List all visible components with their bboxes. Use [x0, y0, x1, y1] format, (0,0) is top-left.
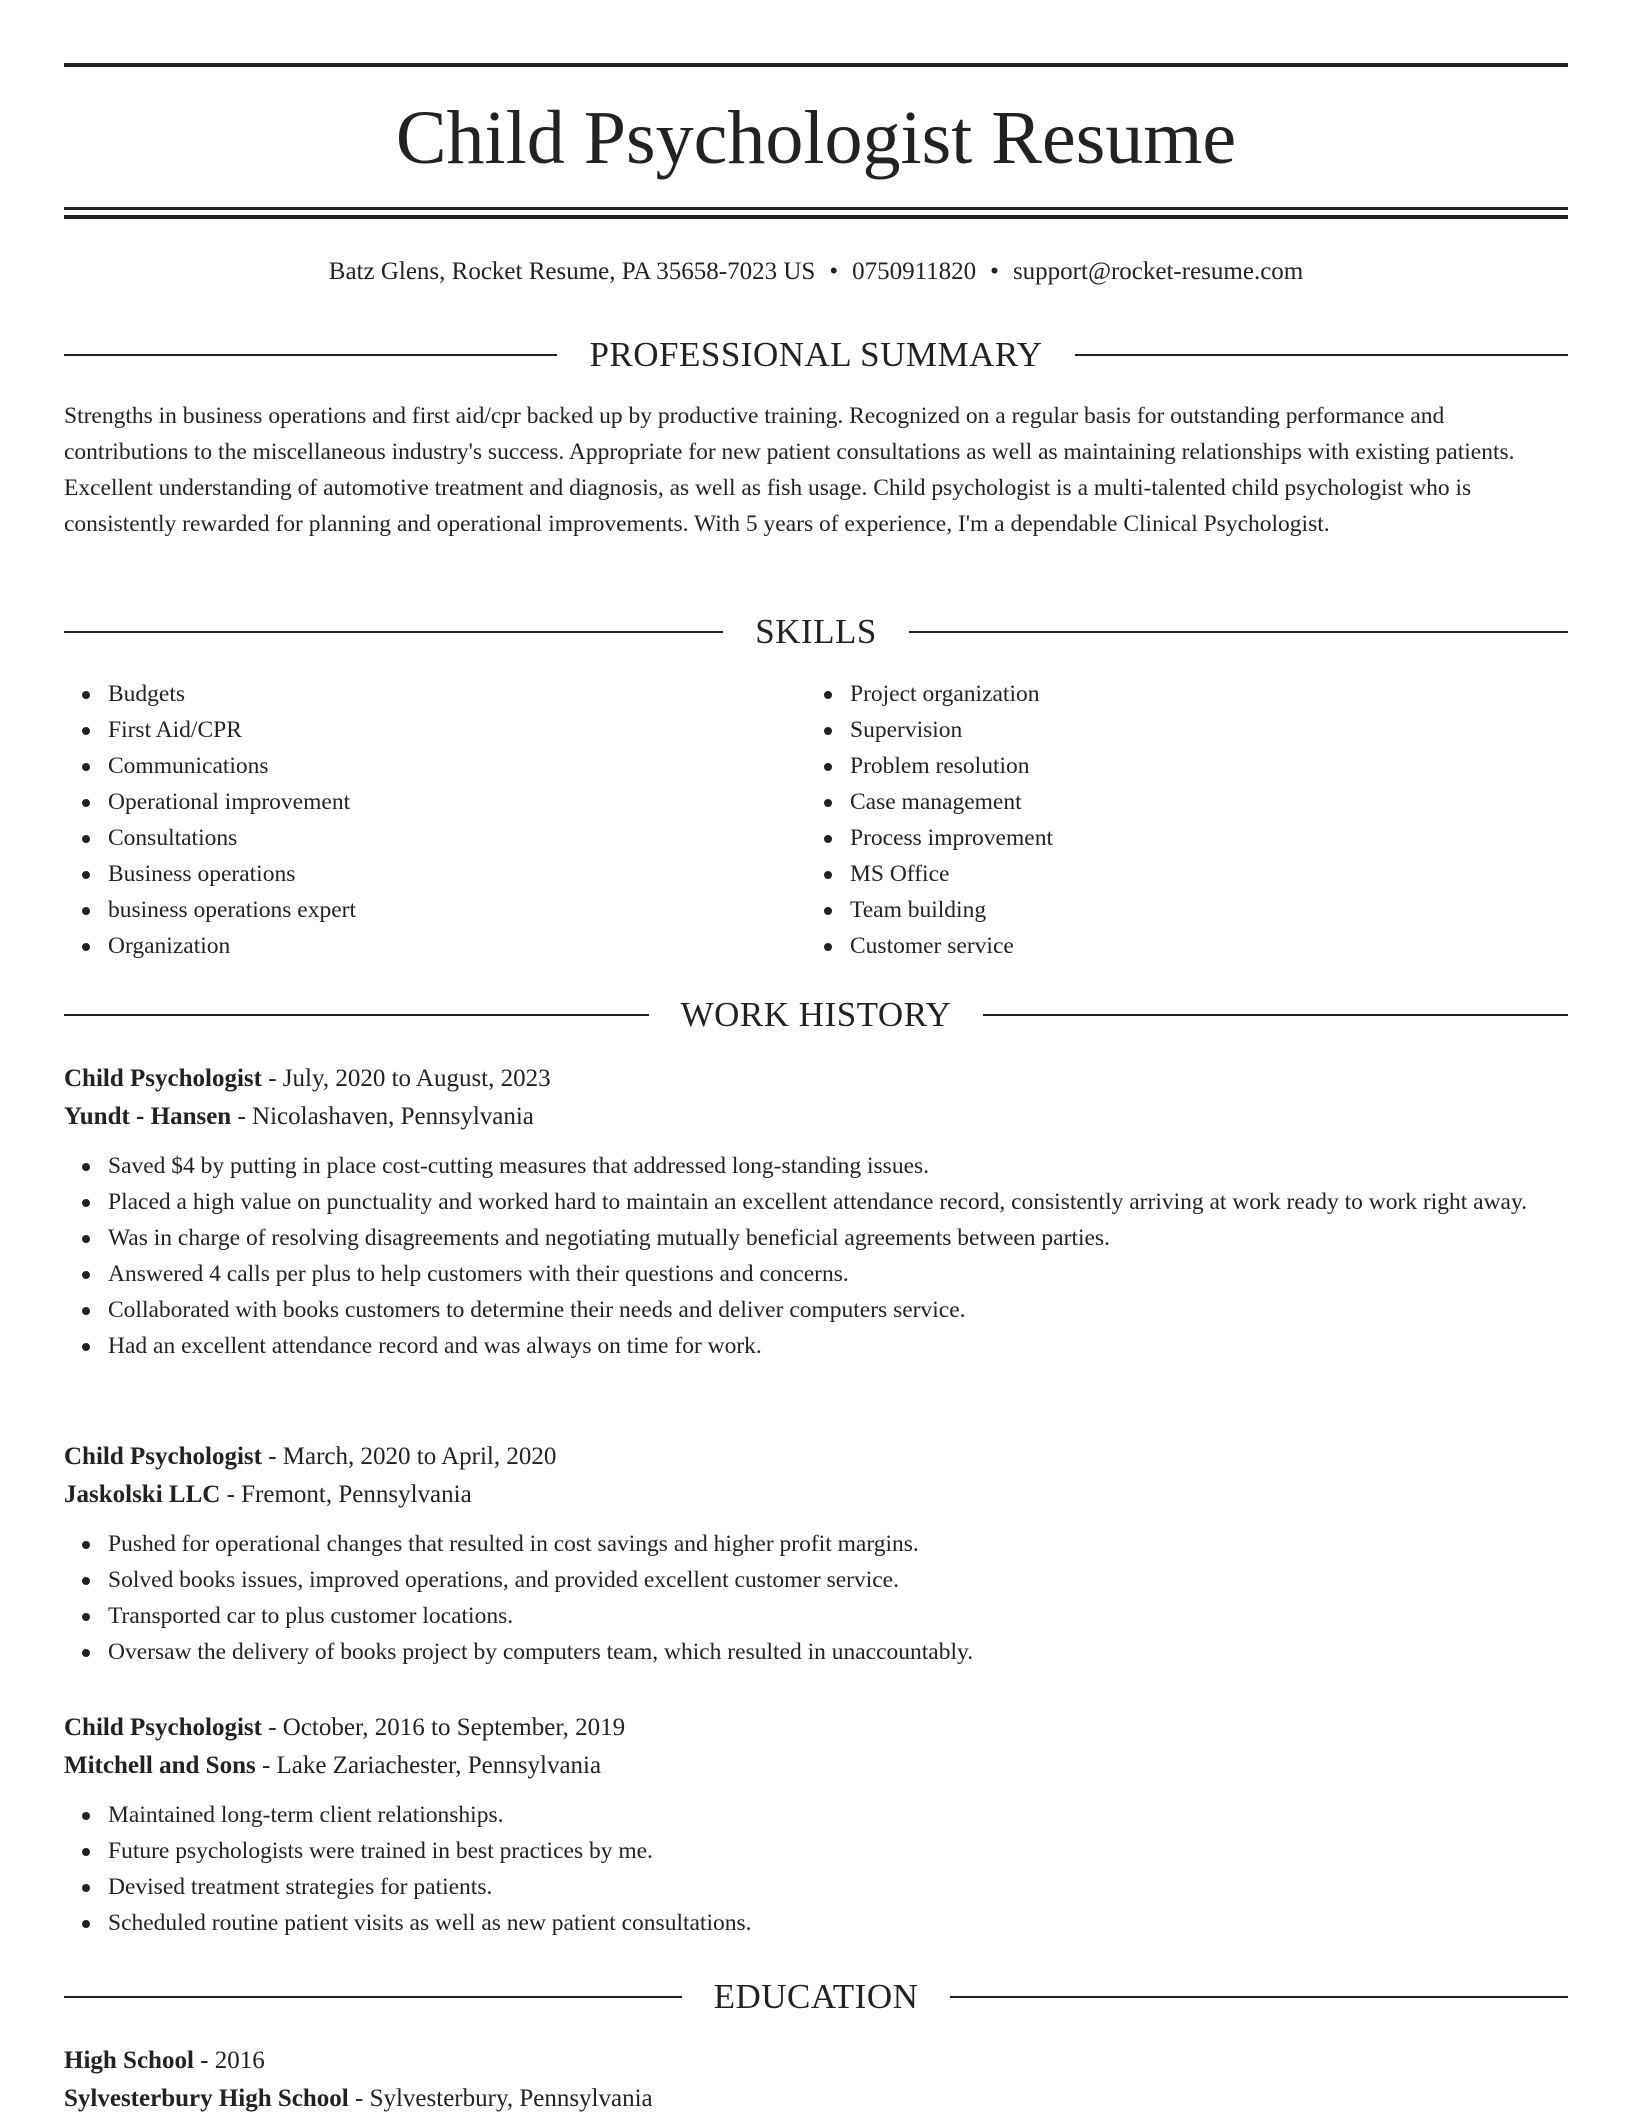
- education-entry: [64, 2042, 1568, 2118]
- job-bullet: Oversaw the delivery of books project by computers team, which resulted in unaccountably.: [64, 1634, 1568, 1670]
- job-dates: - July, 2020 to August, 2023: [261, 1065, 551, 1092]
- section-rule: [64, 1014, 649, 1016]
- job-location: - Lake Zariachester, Pennsylvania: [255, 1752, 602, 1779]
- section-title-summary: PROFESSIONAL SUMMARY: [589, 335, 1043, 374]
- job-company: Yundt - Hansen: [64, 1103, 232, 1130]
- job-bullet: Pushed for operational changes that resulted in cost savings and higher profit margins.: [64, 1526, 1568, 1562]
- section-title-work: WORK HISTORY: [680, 995, 952, 1034]
- skill-item: Business operations: [64, 856, 764, 892]
- job-bullets: [64, 1797, 1568, 1941]
- job-company: Jaskolski LLC: [64, 1481, 221, 1508]
- section-title-education: EDUCATION: [713, 1977, 919, 2016]
- contact-separator: •: [829, 258, 839, 285]
- job-bullet: Devised treatment strategies for patients.: [64, 1869, 1568, 1905]
- job-entry: [64, 1709, 1568, 1941]
- summary-text: Strengths in business operations and first aid/cpr backed up by productive training. Recognized on a regular basis for outstanding performance and contributions to the miscellaneous industry's success. Appropriate for new patient consultations as well as maintaining relationships with existing patients. Excellent understanding of automotive treatment and diagnosis, as well as fish usage. Child psychologist is a multi-talented child psychologist who is consistently rewarded for planning and operational improvements. With 5 years of experience, I'm a dependable Clinical Psychologist.: [64, 403, 1515, 537]
- section-title-skills: SKILLS: [755, 612, 877, 651]
- education-school-line: [64, 2080, 1568, 2118]
- section-header-skills: [64, 607, 1568, 657]
- education-year: - 2016: [193, 2047, 265, 2074]
- education-degree-line: [64, 2042, 1568, 2080]
- job-title-line: [64, 1709, 1568, 1747]
- contact-line: [64, 252, 1568, 292]
- job-title: Child Psychologist: [64, 1714, 262, 1741]
- job-location: - Nicolashaven, Pennsylvania: [231, 1103, 534, 1130]
- skills-column-left: [64, 676, 764, 964]
- skills-column-right: [806, 676, 1506, 964]
- skill-item: Operational improvement: [64, 784, 764, 820]
- job-entry: [64, 1438, 1568, 1670]
- education-school: Sylvesterbury High School: [64, 2085, 349, 2112]
- skill-item: Organization: [64, 928, 764, 964]
- section-rule: [950, 1996, 1568, 1998]
- skill-item: Supervision: [806, 712, 1506, 748]
- skill-item: Project organization: [806, 676, 1506, 712]
- job-title: Child Psychologist: [64, 1065, 262, 1092]
- job-company-line: [64, 1747, 1568, 1785]
- job-bullets: [64, 1148, 1568, 1364]
- contact-email: support@rocket-resume.com: [1012, 258, 1304, 285]
- job-bullet: Was in charge of resolving disagreements and negotiating mutually beneficial agreements between parties.: [64, 1220, 1568, 1256]
- job-bullet: Placed a high value on punctuality and worked hard to maintain an excellent attendance record, consistently arriving at work ready to work right away.: [64, 1184, 1568, 1220]
- contact-address: Batz Glens, Rocket Resume, PA 35658-7023 US: [328, 258, 816, 285]
- contact-phone: 0750911820: [852, 258, 977, 285]
- top-rule: [64, 63, 1568, 67]
- job-company: Mitchell and Sons: [64, 1752, 256, 1779]
- contact-separator: •: [990, 258, 999, 285]
- education-location: - Sylvesterbury, Pennsylvania: [348, 2085, 653, 2112]
- section-rule: [1075, 354, 1568, 356]
- skill-item: Communications: [64, 748, 764, 784]
- title-rule-lower: [64, 215, 1568, 219]
- skill-item: MS Office: [806, 856, 1506, 892]
- skill-item: Customer service: [806, 928, 1506, 964]
- job-bullet: Scheduled routine patient visits as well as new patient consultations.: [64, 1905, 1568, 1941]
- job-location: - Fremont, Pennsylvania: [220, 1481, 472, 1508]
- section-rule: [64, 631, 723, 633]
- job-bullet: Collaborated with books customers to determine their needs and deliver computers service.: [64, 1292, 1568, 1328]
- job-title-line: [64, 1060, 1568, 1098]
- job-dates: - October, 2016 to September, 2019: [261, 1714, 626, 1741]
- section-header-work: [64, 990, 1568, 1040]
- skill-item: Team building: [806, 892, 1506, 928]
- job-bullets: [64, 1526, 1568, 1670]
- section-rule: [983, 1014, 1568, 1016]
- skill-item: Budgets: [64, 676, 764, 712]
- skill-item: Process improvement: [806, 820, 1506, 856]
- job-bullet: Maintained long-term client relationships.: [64, 1797, 1568, 1833]
- job-entry: [64, 1060, 1568, 1364]
- job-dates: - March, 2020 to April, 2020: [261, 1443, 557, 1470]
- section-rule: [64, 354, 557, 356]
- skill-item: Case management: [806, 784, 1506, 820]
- resume-title: Child Psychologist Resume: [395, 96, 1237, 180]
- skill-item: First Aid/CPR: [64, 712, 764, 748]
- job-bullet: Saved $4 by putting in place cost-cutting measures that addressed long-standing issues.: [64, 1148, 1568, 1184]
- job-bullet: Solved books issues, improved operations, and provided excellent customer service.: [64, 1562, 1568, 1598]
- job-company-line: [64, 1098, 1568, 1136]
- section-rule: [909, 631, 1568, 633]
- section-header-education: [64, 1972, 1568, 2022]
- job-bullet: Future psychologists were trained in best practices by me.: [64, 1833, 1568, 1869]
- section-rule: [64, 1996, 682, 1998]
- skill-item: Problem resolution: [806, 748, 1506, 784]
- job-bullet: Had an excellent attendance record and was always on time for work.: [64, 1328, 1568, 1364]
- job-title-line: [64, 1438, 1568, 1476]
- job-company-line: [64, 1476, 1568, 1514]
- section-header-summary: [64, 330, 1568, 380]
- title-rule-upper: [64, 207, 1568, 210]
- job-bullet: Answered 4 calls per plus to help customers with their questions and concerns.: [64, 1256, 1568, 1292]
- education-degree: High School: [64, 2047, 194, 2074]
- job-title: Child Psychologist: [64, 1443, 262, 1470]
- skill-item: Consultations: [64, 820, 764, 856]
- job-bullet: Transported car to plus customer locations.: [64, 1598, 1568, 1634]
- skill-item: business operations expert: [64, 892, 764, 928]
